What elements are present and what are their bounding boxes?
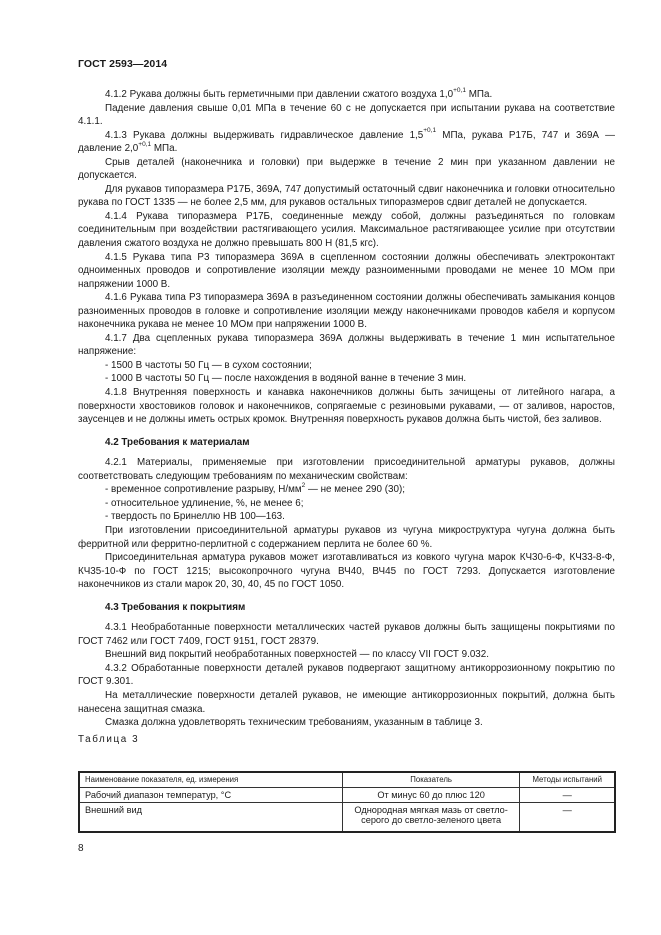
paragraph: При изготовлении присоединительной арматуры рукавов из чугуна микроструктура чугуна должна быть ферритной или ферритно-перлитной с содержанием перлита не более 60 %. bbox=[78, 524, 615, 550]
paragraph-4-1-4: 4.1.4 Рукава типоразмера Р17Б, соединенные между собой, должны разъединяться по головкам соединительным при воздействии растягивающего усилия. Максимальное растягивающее усилие при отсутствии давления сжатого воздуха не должно превышать 800 Н (81,5 кгс). bbox=[78, 210, 615, 250]
table-cell: Внешний вид bbox=[79, 803, 342, 833]
paragraph: Падение давления свыше 0,01 МПа в течение 60 с не допускается при испытании рукава на соответствие 4.1.1. bbox=[78, 102, 615, 128]
table-cell: От минус 60 до плюс 120 bbox=[342, 788, 520, 803]
paragraph-4-1-7: 4.1.7 Два сцепленных рукава типоразмера 369А должны выдерживать в течение 1 мин испытательное напряжение: bbox=[78, 332, 615, 358]
list-item: - 1000 В частоты 50 Гц — после нахождения в водяной ванне в течение 3 мин. bbox=[105, 373, 467, 385]
list-item: - относительное удлинение, %, не менее 6; bbox=[105, 497, 304, 509]
section-heading-4-3: 4.3 Требования к покрытиям bbox=[105, 601, 246, 613]
paragraph-4-1-5: 4.1.5 Рукава типа Р3 типоразмера 369А в сцепленном состоянии должны обеспечивать электроконтакт одноименных проводов и сопротивление изоляции между разноименными проводами не менее 10 МОм при напряжении 1000 В. bbox=[78, 251, 615, 290]
table-cell: — bbox=[520, 803, 615, 833]
table-3 bbox=[78, 771, 616, 833]
table-row bbox=[79, 788, 615, 803]
list-item: - твердость по Бринеллю НВ 100—163. bbox=[105, 511, 285, 523]
paragraph: Внешний вид покрытий необработанных поверхностей — по классу VII ГОСТ 9.032. bbox=[105, 649, 489, 661]
paragraph-4-3-2: 4.3.2 Обработанные поверхности деталей рукавов подвергают защитному антикоррозионному покрытию по ГОСТ 9.301. bbox=[78, 662, 615, 688]
column-header: Показатель bbox=[342, 772, 520, 788]
paragraph-4-2-1: 4.2.1 Материалы, применяемые при изготовлении присоединительной арматуры рукавов, должны соответствовать следующим требованиям по механическим свойствам: bbox=[78, 457, 615, 482]
paragraph-4-1-2: 4.1.2 Рукава должны быть герметичными при давлении сжатого воздуха $1,0^{+0,1}$ МПа. bbox=[105, 86, 493, 100]
column-header: Методы испытаний bbox=[520, 772, 615, 788]
paragraph: Срыв деталей (наконечника и головки) при выдержке в течение 2 мин при указанном давлении не допускается. bbox=[78, 156, 615, 182]
list-item: - 1500 В частоты 50 Гц — в сухом состоянии; bbox=[105, 359, 312, 371]
page-header: ГОСТ 2593—2014 bbox=[78, 58, 168, 70]
paragraph: Для рукавов типоразмера Р17Б, 369А, 747 допустимый остаточный сдвиг наконечника и головки относительно рукава по ГОСТ 1335 — не более 2,5 мм, для рукавов остальных типоразмеров сдвиг деталей не допускается. bbox=[78, 183, 615, 209]
table-cell: Однородная мягкая мазь от светло-серого до светло-зеленого цвета bbox=[342, 803, 520, 833]
table-cell: Рабочий диапазон температур, °С bbox=[79, 788, 342, 803]
section-heading-4-2: 4.2 Требования к материалам bbox=[105, 436, 250, 448]
table-cell: — bbox=[520, 788, 615, 803]
column-header: Наименование показателя, ед. измерения bbox=[79, 772, 342, 788]
table-row bbox=[79, 803, 615, 833]
list-item: - временное сопротивление разрыву, $Н/мм^2$ — не менее 290 (30); bbox=[105, 482, 405, 496]
table-caption: Таблица 3 bbox=[78, 734, 140, 745]
paragraph: Смазка должна удовлетворять техническим требованиям, указанным в таблице 3. bbox=[105, 717, 483, 729]
paragraph-4-3-1: 4.3.1 Необработанные поверхности металлических частей рукавов должны быть защищены покрытиями по ГОСТ 7462 или ГОСТ 7409, ГОСТ 9151, ГОСТ 28379. bbox=[78, 622, 615, 647]
table-header-row bbox=[79, 772, 615, 788]
paragraph-4-1-3: 4.1.3 Рукава должны выдерживать гидравлическое давление $1,5^{+0,1}$ МПа, рукава Р17Б, 747 и 369А — давление $2,0^{+0,1}$ МПа. bbox=[78, 127, 615, 155]
paragraph-4-1-6: 4.1.6 Рукава типа Р3 типоразмера 369А в разъединенном состоянии должны обеспечивать замыкания концов разноименных проводов в головке и сопротивление изоляции между наконечниками проводов кабеля и корпусом наконечника рукава не менее 10 МОм при напряжении 1000 В. bbox=[78, 292, 615, 331]
document-body bbox=[78, 88, 615, 730]
paragraph: Присоединительная арматура рукавов может изготавливаться из ковкого чугуна марок КЧ30-6-Ф, КЧ33-8-Ф, КЧ35-10-Ф по ГОСТ 1215; высокопрочного чугуна ВЧ40, ВЧ45 по ГОСТ 7293. Допускается изготовление наконечников из стали марок 20, 30, 40, 45 по ГОСТ 1050. bbox=[78, 552, 615, 591]
paragraph: На металлические поверхности деталей рукавов, не имеющие антикоррозионных покрытий, должна быть нанесена защитная смазка. bbox=[78, 689, 615, 715]
page-number: 8 bbox=[78, 843, 84, 854]
paragraph-4-1-8: 4.1.8 Внутренняя поверхность и канавка наконечников должны быть зачищены от литейного нагара, а поверхности хвостовиков головок и наконечников, сопрягаемые с резиновыми рукавами, — от заливов, наростов, заусенцев и не должны иметь острых кромок. Внутренняя поверхность рукавов должна быть чистой, без заливов. bbox=[78, 387, 615, 426]
